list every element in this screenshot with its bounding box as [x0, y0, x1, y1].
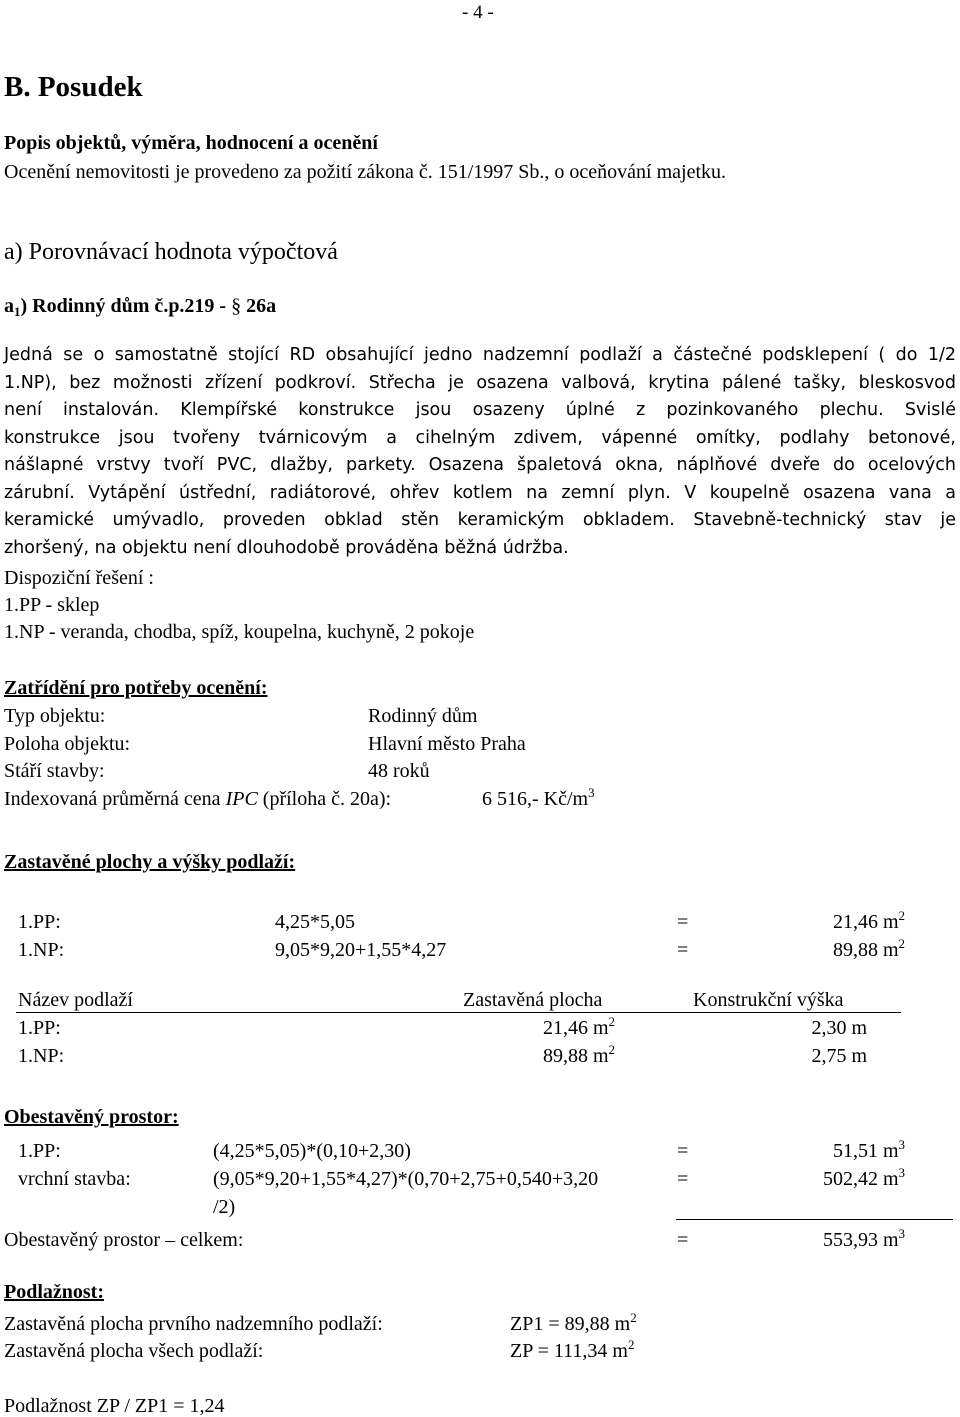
floor-ratio-value-text: ZP1 = 89,88 m — [510, 1313, 631, 1335]
a1-prefix: a — [4, 295, 14, 317]
subsection-a1-title — [4, 295, 277, 319]
enclosed-sum-rule — [676, 1219, 953, 1220]
enclosed-row-value-text: 502,42 m — [822, 1168, 899, 1190]
floor-ratio-exponent: 2 — [630, 1310, 637, 1325]
enclosed-total-equals: = — [677, 1229, 689, 1251]
built-area-equals: = — [677, 939, 689, 961]
ipc-label — [4, 789, 391, 809]
description-line: konstrukce jsou tvořeny tvárnicovým a cihelným zdivem, vápenné omítky, podlahy betonové, — [4, 427, 956, 448]
built-areas-heading: Zastavěné plochy a výšky podlaží: — [4, 851, 296, 873]
enclosed-row-label: 1.PP: — [18, 1140, 61, 1162]
floor-ratio-label: Zastavěná plocha všech podlaží: — [4, 1340, 264, 1362]
intro-heading: Popis objektů, výměra, hodnocení a ocenění — [4, 132, 378, 154]
age-value: 48 roků — [368, 760, 430, 782]
enclosed-row-formula: (4,25*5,05)*(0,10+2,30) — [213, 1140, 411, 1162]
table-header-name: Název podlaží — [18, 989, 133, 1011]
built-area-exponent: 2 — [898, 908, 905, 923]
location-label: Poloha objektu: — [4, 733, 131, 755]
enclosed-total-value — [760, 1226, 905, 1251]
description-line: zhoršený, na objektu není dlouhodobě prováděna běžná údržba. — [4, 537, 569, 558]
enclosed-row-equals: = — [677, 1168, 689, 1190]
ipc-exponent: 3 — [588, 785, 595, 800]
ipc-label-italic: IPC — [225, 788, 258, 810]
built-area-equals: = — [677, 911, 689, 933]
enclosed-row-exponent: 3 — [898, 1137, 905, 1152]
location-value: Hlavní město Praha — [368, 733, 526, 755]
table-row-area-exponent: 2 — [608, 1042, 615, 1057]
table-row-area-exponent: 2 — [608, 1014, 615, 1029]
enclosed-row-label: vrchní stavba: — [18, 1168, 131, 1190]
disposition-np: 1.NP - veranda, chodba, spíž, koupelna, kuchyně, 2 pokoje — [4, 621, 475, 643]
enclosed-row-equals: = — [677, 1140, 689, 1162]
description-line: 1.NP), bez možnosti zřízení podkroví. Střecha je osazena valbová, krytina pálené tašky, bleskosvod — [4, 372, 956, 393]
enclosed-space-heading: Obestavěný prostor: — [4, 1106, 179, 1128]
ipc-value — [482, 785, 595, 810]
built-area-formula: 4,25*5,05 — [275, 911, 355, 933]
description-paragraph — [4, 342, 956, 562]
built-area-value — [760, 908, 905, 933]
table-row-name: 1.NP: — [18, 1045, 65, 1067]
classification-heading: Zatřídění pro potřeby ocenění: — [4, 677, 268, 699]
description-line: není instalován. Klempířské konstrukce jsou osazeny úplné z pozinkovaného plechu. Svislé — [4, 400, 956, 420]
a1-rest: ) Rodinný dům č.p.219 - — [20, 295, 232, 317]
built-area-value-text: 21,46 m — [832, 911, 899, 933]
built-area-value-text: 89,88 m — [832, 939, 899, 961]
intro-text: Ocenění nemovitosti je provedeno za požití zákona č. 151/1997 Sb., o oceňování majetku. — [4, 161, 727, 183]
enclosed-row-value-text: 51,51 m — [832, 1140, 899, 1162]
enclosed-row-exponent: 3 — [898, 1165, 905, 1180]
floor-ratio-value-text: ZP = 111,34 m — [510, 1340, 628, 1362]
a1-after: 26a — [241, 295, 277, 317]
floor-ratio-value — [510, 1337, 635, 1362]
floor-ratio-heading: Podlažnost: — [4, 1281, 104, 1303]
table-row-name: 1.PP: — [18, 1017, 61, 1039]
type-label: Typ objektu: — [4, 705, 106, 727]
description-line: zárubní. Vytápění ústřední, radiátorové, ohřev kotlem na zemní plyn. V koupelně osazena vana a — [4, 482, 956, 503]
table-row-area-text: 21,46 m — [542, 1017, 609, 1039]
built-area-floor: 1.PP: — [18, 911, 61, 933]
enclosed-total-exponent: 3 — [898, 1226, 905, 1241]
enclosed-total-label: Obestavěný prostor – celkem: — [4, 1229, 244, 1251]
table-header-height: Konstrukční výška — [693, 989, 844, 1011]
ipc-label-pre: Indexovaná průměrná cena — [4, 788, 226, 810]
floor-ratio-result: Podlažnost ZP / ZP1 = 1,24 — [4, 1395, 225, 1417]
ipc-value-text: 6 516,- Kč/m — [482, 788, 589, 810]
ipc-label-post: (příloha č. 20a): — [257, 788, 392, 810]
age-label: Stáří stavby: — [4, 760, 105, 782]
enclosed-row-formula-continuation: /2) — [213, 1196, 236, 1218]
table-header-area: Zastavěná plocha — [463, 989, 603, 1011]
type-value: Rodinný dům — [368, 705, 478, 727]
page-number: - 4 - — [462, 2, 494, 23]
section-title: B. Posudek — [4, 71, 143, 103]
description-line: keramické umývadlo, proveden obklad stěn keramickým obkladem. Stavebně-technický stav je — [4, 510, 956, 530]
floor-ratio-exponent: 2 — [627, 1337, 635, 1352]
description-line: Jedná se o samostatně stojící RD obsahující jedno nadzemní podlaží a částečné podsklepení ( do 1/2 — [4, 345, 956, 365]
table-header-rule — [16, 1012, 901, 1013]
section-mark: § — [231, 295, 242, 317]
disposition-pp: 1.PP - sklep — [4, 594, 100, 616]
enclosed-row-formula: (9,05*9,20+1,55*4,27)*(0,70+2,75+0,540+3,20 — [213, 1168, 599, 1190]
table-row-area — [460, 1014, 615, 1039]
enclosed-row-value — [760, 1137, 905, 1162]
table-row-height: 2,75 m — [811, 1045, 867, 1067]
a1-subscript: 1 — [14, 304, 21, 319]
built-area-value — [760, 936, 905, 961]
table-row-area — [460, 1042, 615, 1067]
description-line: nášlapné vrstvy tvoří PVC, dlažby, parkety. Osazena špaletová okna, náplňové dveře do ocelových — [4, 455, 956, 475]
enclosed-total-value-text: 553,93 m — [822, 1229, 899, 1251]
table-row-height: 2,30 m — [811, 1017, 867, 1039]
disposition-label: Dispoziční řešení : — [4, 567, 154, 589]
floor-ratio-value — [510, 1310, 637, 1335]
enclosed-row-value — [760, 1165, 905, 1190]
built-area-formula: 9,05*9,20+1,55*4,27 — [275, 939, 447, 961]
built-area-floor: 1.NP: — [18, 939, 65, 961]
floor-ratio-label: Zastavěná plocha prvního nadzemního podlaží: — [4, 1313, 383, 1335]
built-area-exponent: 2 — [898, 936, 905, 951]
subsection-a-title: a) Porovnávací hodnota výpočtová — [4, 239, 338, 265]
table-row-area-text: 89,88 m — [542, 1045, 609, 1067]
